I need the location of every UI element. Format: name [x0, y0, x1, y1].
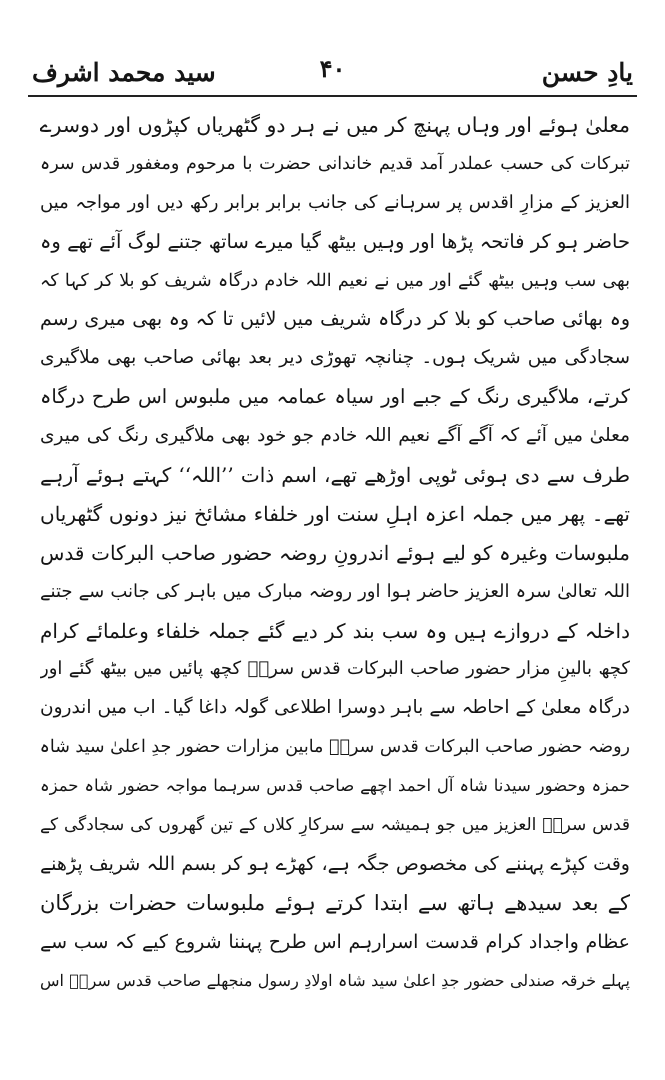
page-number: ۴۰ — [319, 54, 346, 83]
text-line: بھی سب وہیں بیٹھ گئے اور میں نے نعیم اللہ خادم درگاہ شریف کو بلا کر کہا کہ — [40, 270, 630, 291]
text-line: کرتے، ملاگیری رنگ کے جبے اور سیاہ عمامہ میں ملبوس اس طرح درگاہ — [40, 385, 630, 409]
text-line: کے بعد سیدھے ہاتھ سے ابتدا کرتے ہوئے ملبوسات حضرات بزرگان — [40, 890, 630, 915]
text-line: پہلے خرقہ صندلی حضور جدِ اعلیٰ سید شاہ اولادِ رسول منجھلے صاحب قدس سرہٗ اس — [40, 970, 630, 990]
text-line: وقت کپڑے پہننے کی مخصوص جگہ ہے، کھڑے ہو کر بسم اللہ شریف پڑھنے — [40, 852, 630, 875]
header-rule — [28, 95, 637, 97]
text-line: داخلہ کے دروازے ہیں وہ سب بند کر دیے گئے جملہ خلفاء وعلمائے کرام — [40, 618, 630, 643]
text-line: وہ بھائی صاحب کو بلا کر درگاہ شریف میں لائیں تا کہ وہ بھی میری رسم — [40, 308, 630, 331]
text-line: قدس سرہٗ العزیز میں جو ہمیشہ سے سرکارِ کلاں کے تین گھروں کی سجادگی کے — [40, 815, 630, 836]
text-line: اللہ تعالیٰ سرہ العزیز حاضر ہوا اور روضہ مبارک میں باہر کی جانب سے جتنے — [40, 580, 630, 602]
text-line: سجادگی میں شریک ہوں۔ چنانچہ تھوڑی دیر بعد بھائی صاحب بھی ملاگیری — [40, 347, 630, 369]
text-line: ملبوسات وغیرہ کو لیے ہوئے اندرونِ روضہ حضور صاحب البرکات قدس — [40, 540, 630, 565]
text-line: معلیٰ ہوئے اور وہاں پہنچ کر میں نے ہر دو گٹھریاں کپڑوں اور دوسرے — [40, 113, 630, 137]
text-line: عظام واجداد کرام قدست اسرارہم اس طرح پہننا شروع کیے کہ سب سے — [40, 930, 630, 953]
text-line: حاضر ہو کر فاتحہ پڑھا اور وہیں بیٹھ گیا میرے ساتھ جتنے لوگ آئے تھے وہ — [40, 229, 630, 253]
body-text — [40, 106, 630, 1000]
text-line: کچھ بالینِ مزار حضور صاحب البرکات قدس سرہٗ کچھ پائیں میں بیٹھ گئے اور — [40, 658, 630, 680]
text-line: روضہ حضور صاحب البرکات قدس سرہٗ مابین مزارات حضور جدِ اعلیٰ سید شاہ — [40, 737, 630, 758]
text-line: حمزہ وحضور سیدنا شاہ آل احمد اچھے صاحب قدس سرہما مواجہ حضور شاہ حمزہ — [40, 776, 630, 796]
running-header — [28, 44, 637, 94]
text-line: معلیٰ میں آئے کہ آگے آگے نعیم اللہ خادم جو خود بھی ملاگیری رنگ کی میری — [40, 425, 630, 447]
header-book-title: یادِ حسن — [541, 58, 633, 87]
text-line: العزیز کے مزارِ اقدس پر سرہانے کی جانب برابر برابر رکھ دیں اور مواجہ میں — [40, 191, 630, 213]
text-line: درگاہ معلیٰ کے احاطہ سے باہر دوسرا اطلاعی گولہ داغا گیا۔ اب میں اندرون — [40, 697, 630, 719]
text-line: طرف سے دی ہوئی ٹوپی اوڑھے تھے، اسم ذات ’’اللہ‘‘ کہتے ہوئے آرہے — [40, 463, 630, 488]
header-author: سید محمد اشرف — [32, 58, 216, 87]
text-line: تبرکات کی حسب عملدر آمد قدیم خاندانی حضرت با مرحوم ومغفور قدس سرہ — [40, 153, 630, 174]
text-line: تھے۔ پھر میں جملہ اعزہ اہلِ سنت اور خلفاء مشائخ نیز دونوں گٹھریاں — [40, 501, 630, 526]
